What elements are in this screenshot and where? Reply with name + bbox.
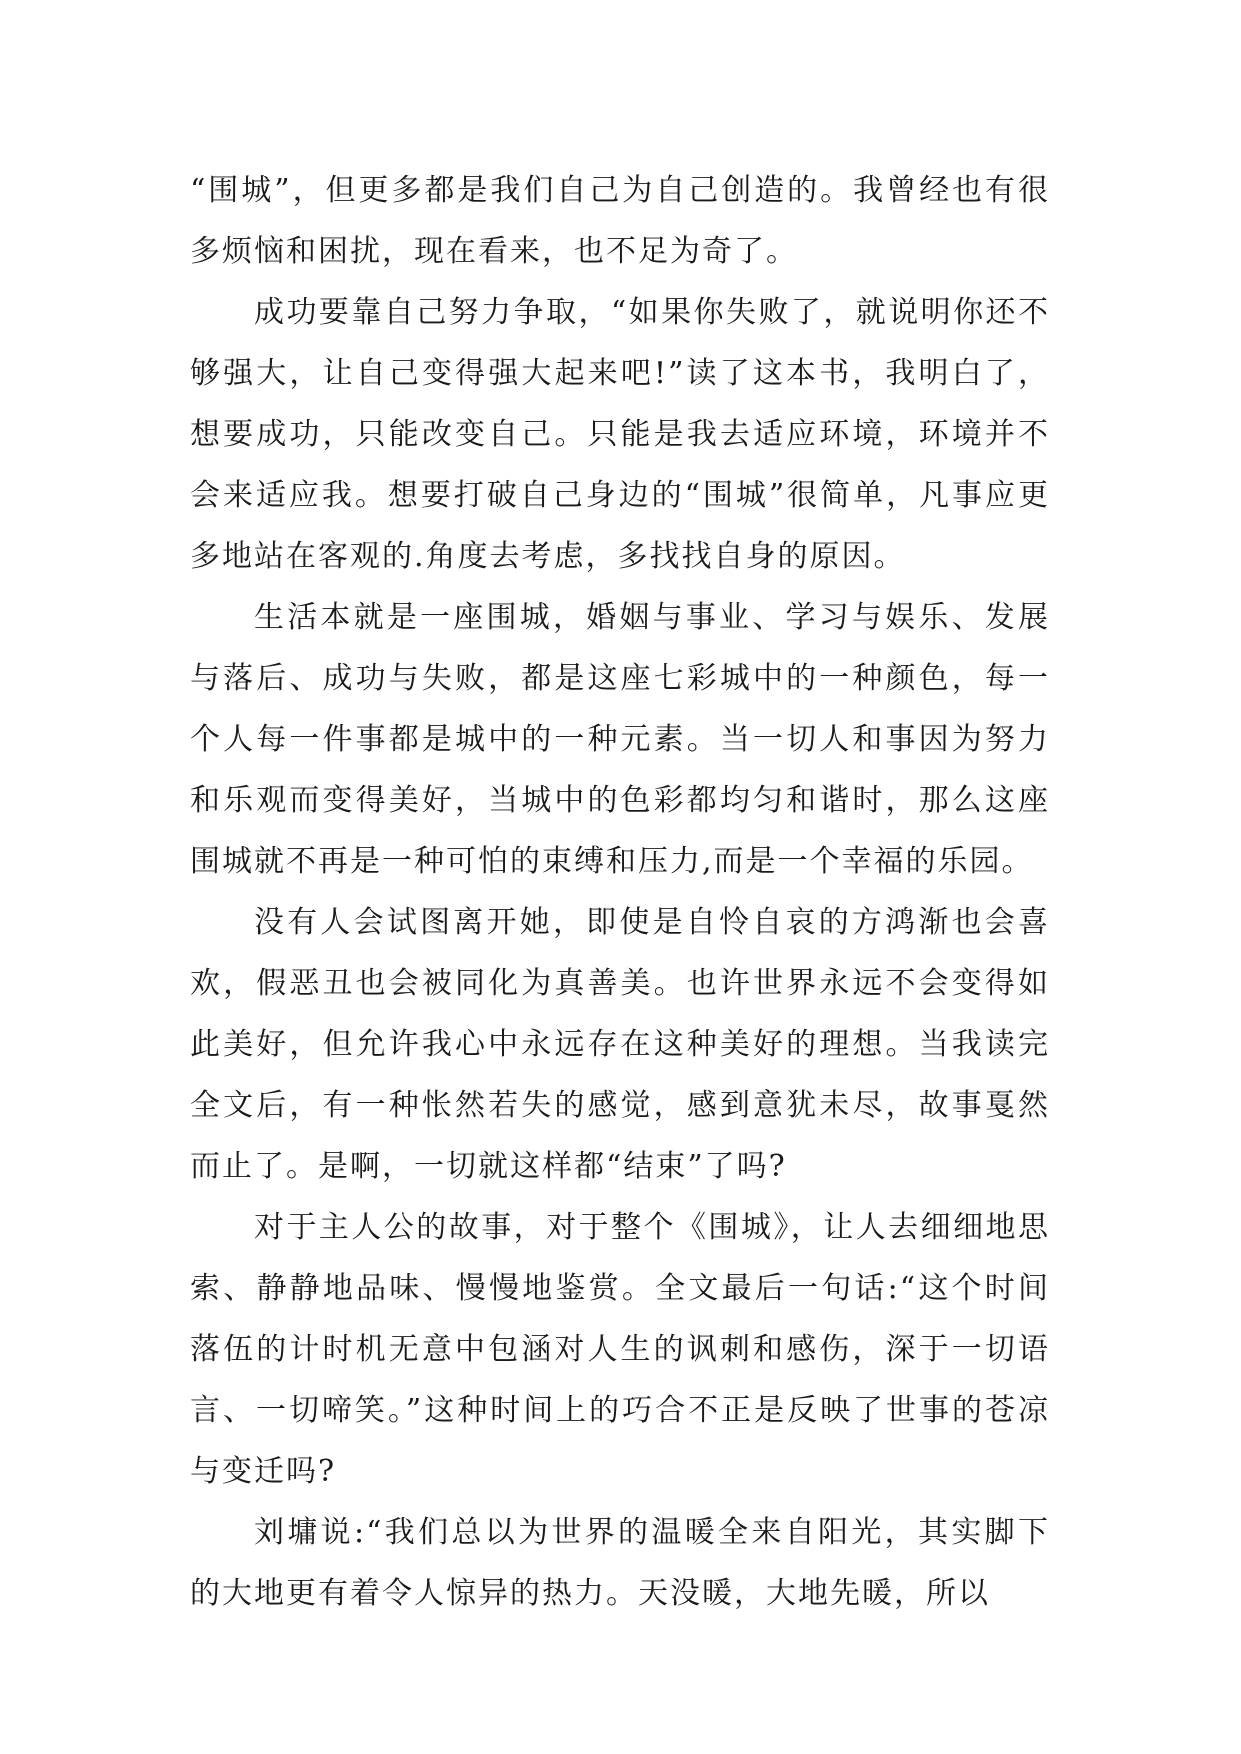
paragraph: “围城”，但更多都是我们自己为自己创造的。我曾经也有很多烦恼和困扰，现在看来，也不足为奇了。 [190,173,1050,269]
paragraph: 刘墉说:“我们总以为世界的温暖全来自阳光，其实脚下的大地更有着令人惊异的热力。天没暖，大地先暖，所以 [190,1515,1050,1611]
document-body [190,160,1050,1624]
paragraph: 成功要靠自己努力争取，“如果你失败了，就说明你还不够强大，让自己变得强大起来吧!”读了这本书，我明白了，想要成功，只能改变自己。只能是我去适应环境，环境并不会来适应我。想要打破自己身边的“围城”很简单，凡事应更多地站在客观的.角度去考虑，多找找自身的原因。 [190,295,1050,574]
paragraph: 没有人会试图离开她，即使是自怜自哀的方鸿渐也会喜欢，假恶丑也会被同化为真善美。也许世界永远不会变得如此美好，但允许我心中永远存在这种美好的理想。当我读完全文后，有一种怅然若失的感觉，感到意犹未尽，故事戛然而止了。是啊，一切就这样都“结束”了吗? [190,905,1050,1184]
paragraph: 对于主人公的故事，对于整个《围城》，让人去细细地思索、静静地品味、慢慢地鉴赏。全文最后一句话:“这个时间落伍的计时机无意中包涵对人生的讽刺和感伤，深于一切语言、一切啼笑。”这种时间上的巧合不正是反映了世事的苍凉与变迁吗? [190,1210,1050,1489]
paragraph: 生活本就是一座围城，婚姻与事业、学习与娱乐、发展与落后、成功与失败，都是这座七彩城中的一种颜色，每一个人每一件事都是城中的一种元素。当一切人和事因为努力和乐观而变得美好，当城中的色彩都均匀和谐时，那么这座围城就不再是一种可怕的束缚和压力,而是一个幸福的乐园。 [190,600,1050,879]
